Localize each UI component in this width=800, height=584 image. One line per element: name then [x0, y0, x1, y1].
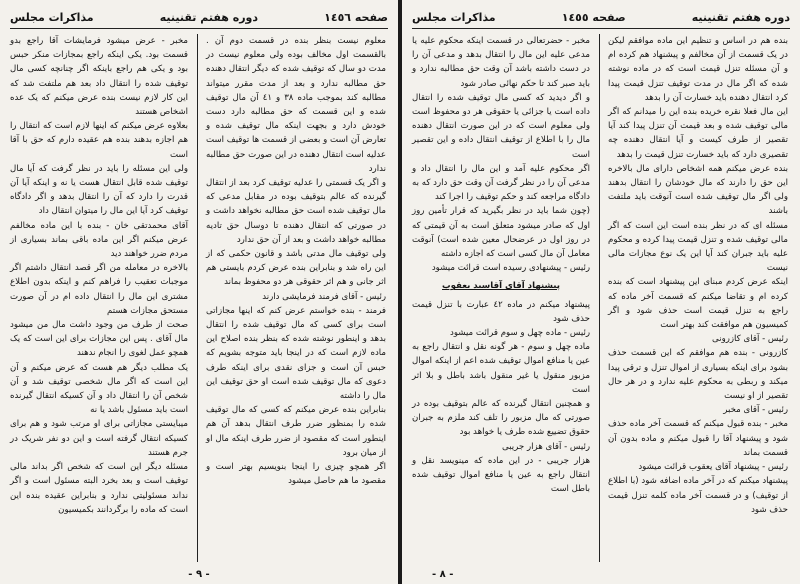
- paragraph: بنده هم در اساس و تنظیم این ماده موافقم لیکن در یک قسمت از آن مخالفم و پیشنهاد هم کرده ام و آن مسئله تنزل قیمت است که در ماده نوشته شده که اگر مال در مدت توقیف تنزل قیمت پیدا کرد انتقال دهنده باید خسارت آن را بدهد: [608, 36, 788, 103]
- paragraph: و اگر یک قسمتی را عدلیه توقیف کرد بعد از انتقال گیرنده که عالم بتوقیف بوده در مقابل مدعی که مال توقیف شده است حق مطالبه نخواهد داشت و در صورتی که انتقال دهنده تا دوسال حق تادیه مطالبه خواهد داشت و بعد از آن حق ندارد: [206, 178, 386, 245]
- speaker-line: رئیس - آقای مخبر: [723, 405, 788, 416]
- paragraph: مسئله ای که در نظر بنده است این است که اگر مالی توقیف شده و تنزل قیمت پیدا کرده و محکوم علیه باید جبران کند آیا این یک نوع مجازات مالی نیست: [608, 220, 788, 274]
- article-text: و همچنین انتقال گیرنده که عالم بتوقیف بوده در صورتی که مال مزبور را تلف کند ملزم به جبران حقوق تضییع شده طرف یا خواهد بود: [412, 399, 590, 438]
- left-page-footer-number: - ٩ -: [188, 569, 210, 580]
- paragraph: بنده عرض میکنم همه اشخاص دارای مال بالاخره این حق را دارند که مال خودشان را انتقال بدهند ولی اگر مال توقیف شده است آنوقت باید ملتفت باشند: [608, 163, 788, 217]
- right-page-footer-number: - ٨ -: [432, 569, 454, 580]
- left-publication-title: مذاکرات مجلس: [10, 10, 94, 24]
- right-page: [402, 0, 800, 584]
- paragraph: معلوم نیست بنظر بنده در قسمت دوم آن . بالقسمت اول مخالف بوده ولی معلوم نیست در مدت دو سال که توقیف شده که دیگر انتقال دهنده حق مطالبه ندارد و بعد از مدت مقرر میتواند مطالبه کند بموجب ماده ٣٨ و ٤١ آن مال توقیف شده و این قسمت که حق مطالبه دارد دست خودش دارد و بجهت اینکه مال توقیف شده و تعارض آن است و بعضی از قسمت ها توقیف است عدلیه است انتقال دهنده در این صورت حق مطالبه ندارد: [206, 36, 386, 174]
- paragraph: بنابراین بنده عرض میکنم که کسی که مال توقیف شده را بمنظور ضرر طرف انتقال بدهد آن هم اینطور است که مقصود از ضرر طرف اینکه مال او از میان برود: [206, 405, 386, 458]
- paragraph: پیشنهاد میکنم که در آخر ماده اضافه شود (با اطلاع از توقیف) و در قسمت آخر ماده کلمه تنزل قیمت حذف شود: [608, 476, 788, 515]
- paragraph: ولی توقیف مال مدتی باشد و قانون حکمی که از این راه شد و بنابراین بنده عرض کردم بایستی هم اثر جانی و هم اثر حقوقی هر دو محفوظ بماند: [206, 249, 386, 288]
- left-page-right-column: [202, 34, 390, 562]
- paragraph: بعلاوه عرض میکنم که اینها لازم است که انتقال را هم اجازه بدهند بنده هم عقیده دارم که حق با آقا است: [10, 121, 188, 160]
- article-text: ماده چهل و سوم - هر گونه نقل و انتقال راجع به عین یا منافع اموال توقیف شده اعم از اینکه اموال مزبور منقول یا غیر منقول باشد باطل و بلا اثر است: [412, 342, 590, 395]
- paragraph: کازرونی - بنده هم موافقم که این قسمت حذف بشود برای اینکه بسیاری از اموال تنزل و ترقی پیدا میکند و ربطی به محکوم علیه ندارد و در هر حال تقصیر از او نیست: [608, 348, 788, 402]
- right-page-number: صفحه ١٤٥٥: [561, 10, 626, 24]
- speaker-line: رئیس - آقای کازرونی: [712, 334, 788, 345]
- left-page-number: صفحه ١٤٥٦: [324, 10, 388, 24]
- proposal-heading: پیشنهاد آقای آقاسید یعقوب: [442, 281, 560, 292]
- left-session-title: دوره هفتم تقنینیه: [159, 10, 259, 24]
- paragraph: آقای محمدتقی خان - بنده با این ماده مخالفم عرض میکنم اگر این ماده باقی بماند بسیاری از مردم ضرر خواهند دید: [10, 220, 188, 260]
- paragraph: اگر همچو چیزی را اینجا بنویسیم بهتر است و مقصود ما هم حاصل میشود: [206, 462, 386, 487]
- paragraph: بالاخره در معامله من اگر قصد انتقال داشتم اگر موجبات تعقیب را فراهم کنم و اینکه بدون اطلاع مشتری این مال را انتقال داده ام در آن صورت مستحق مجازات هستم: [10, 263, 188, 316]
- paragraph: این مال فعلا نقره خریده بنده این را میدانم که اگر مالی توقیف شده و بعد قیمت آن تنزل پیدا کند آیا تقصیر از طرف کیست و آیا انتقال دهنده چه تقصیری دارد که باید خسارت تنزل قیمت را بدهد: [608, 107, 788, 160]
- paragraph: مخبر - حضرتعالی در قسمت اینکه محکوم علیه یا مدعی علیه این مال را انتقال بدهد و مدعی آن را در دست داشته باشد آن وقت حق مطالبه ندارد و باید صبر کند تا حکم نهائی صادر شود: [412, 36, 590, 89]
- right-page-header: [412, 6, 790, 29]
- column-divider: [599, 34, 600, 562]
- paragraph: صحت از طرف من وجود داشت مال من میشود مال آقای . پس این مجازات برای این است که یک همچو عمل لغوی را انجام ندهند: [10, 320, 188, 359]
- column-divider: [197, 34, 198, 562]
- right-publication-title: مذاکرات مجلس: [412, 10, 496, 24]
- paragraph: یک مطلب دیگر هم هست که عرض میکنم و آن این است که اگر مال شخصی توقیف شد و آن شخص آن را انتقال داد و آن کسیکه انتقال گیرنده است باید مسئول باشد یا نه: [10, 362, 188, 416]
- speaker-line: رئیس - ماده چهل و سوم قرائت میشود: [450, 328, 590, 339]
- right-page-right-column: [604, 34, 792, 562]
- left-page-left-column: [6, 34, 192, 562]
- paragraph: اینکه عرض کردم مبنای این پیشنهاد است که بنده کرده ام و تقاضا میکنم که قسمت آخر ماده که راجع به تنزل قیمت است حذف شود و اگر کمیسیون هم موافقت کند بهتر است: [608, 277, 788, 331]
- speaker-line: رئیس - پیشنهاد آقای یعقوب قرائت میشود: [638, 462, 788, 473]
- speaker-line: رئیس - پیشنهادی رسیده است قرائت میشود: [431, 263, 590, 274]
- paragraph: فرمند - بنده خواستم عرض کنم که اینها مجازاتی است برای کسی که مال توقیف شده را انتقال بدهد و اینطور نوشته شده که بنظر بنده اصلاح این ماده لازم است که در اینجا باید متوجه بشویم که حبس آن است و جزای نقدی برای اینکه طرف دعوی که مال توقیف شده است او حق توقیف این مال را داشته: [206, 305, 386, 402]
- paragraph: مخبر - عرض میشود فرمایشات آقا راجع بدو قسمت بود. یکی اینکه راجع بمجازات منکر حبس بود و یکی هم راجع باینکه اگر چنانچه کسی مال توقیف شده را انتقال داد بعد هم ملتفت شد که این کار لازم نیست بنده عرض میکنم که یک عده اشخاص هستند: [10, 36, 188, 118]
- paragraph: پیشنهاد میکنم در ماده ٤٢ عبارت با تنزل قیمت حذف شود: [412, 299, 590, 324]
- paragraph: اگر محکوم علیه آمد و این مال را انتقال داد و مدعی آن را در نظر گرفت آن وقت حق دارد که به دادگاه مراجعه کند و حکم توقیف را اجرا کند: [412, 163, 590, 203]
- speaker-line: رئیس - آقای هزار جریبی: [502, 441, 590, 452]
- paragraph: مخبر - بنده قبول میکنم که قسمت آخر ماده حذف شود و پیشنهاد آقا را قبول میکنم و ماده بدون آن قسمت بماند: [608, 419, 788, 458]
- right-page-left-column: [408, 34, 594, 562]
- paragraph: مسئله دیگر این است که شخص اگر بداند مالی توقیف است و بعد بخرد البته مسئول است و اگر نداند مسئولیتی ندارد و بنابراین عقیده بنده این است که ماده را برگردانند بکمیسیون: [10, 462, 188, 515]
- paragraph: میبایستی مجازاتی برای او مرتب شود و هم برای کسیکه انتقال گرفته است و این دو نفر شریک در جرم هستند: [10, 419, 188, 458]
- paragraph: ولی این مسئله را باید در نظر گرفت که آیا مال توقیف شده قابل انتقال هست یا نه و اینکه آیا آن قدرت را دارد که آن را انتقال بدهد و اگر دادگاه توقیف کرد آیا این مال را میتوان انتقال داد: [10, 163, 188, 217]
- paragraph: و اگر دیدید که کسی مال توقیف شده را انتقال داده است یا جزائی یا حقوقی هر دو محفوظ است ولی معلوم است که در این صورت انتقال دهنده مال را با اطلاع از توقیف انتقال داده و این تقصیر است: [412, 92, 590, 160]
- speaker-line: رئیس - آقای فرمند فرمایشی دارند: [262, 291, 386, 302]
- left-page-header: [10, 6, 388, 29]
- paragraph: (چون شما باید در نظر بگیرید که قرار تأمین روز اول که صادر میشود متعلق است به آن قیمتی که در روز اول در عرضحال معین شده است) آنوقت معامل آن مال کسی است که اجازه داشته: [412, 206, 590, 260]
- right-session-title: دوره هفتم تقنینیه: [691, 10, 790, 24]
- paragraph: هزار جریبی - در این ماده که مینویسد نقل و انتقال راجع به عین یا منافع اموال توقیف شده باطل است: [412, 455, 590, 495]
- left-page: [0, 0, 398, 584]
